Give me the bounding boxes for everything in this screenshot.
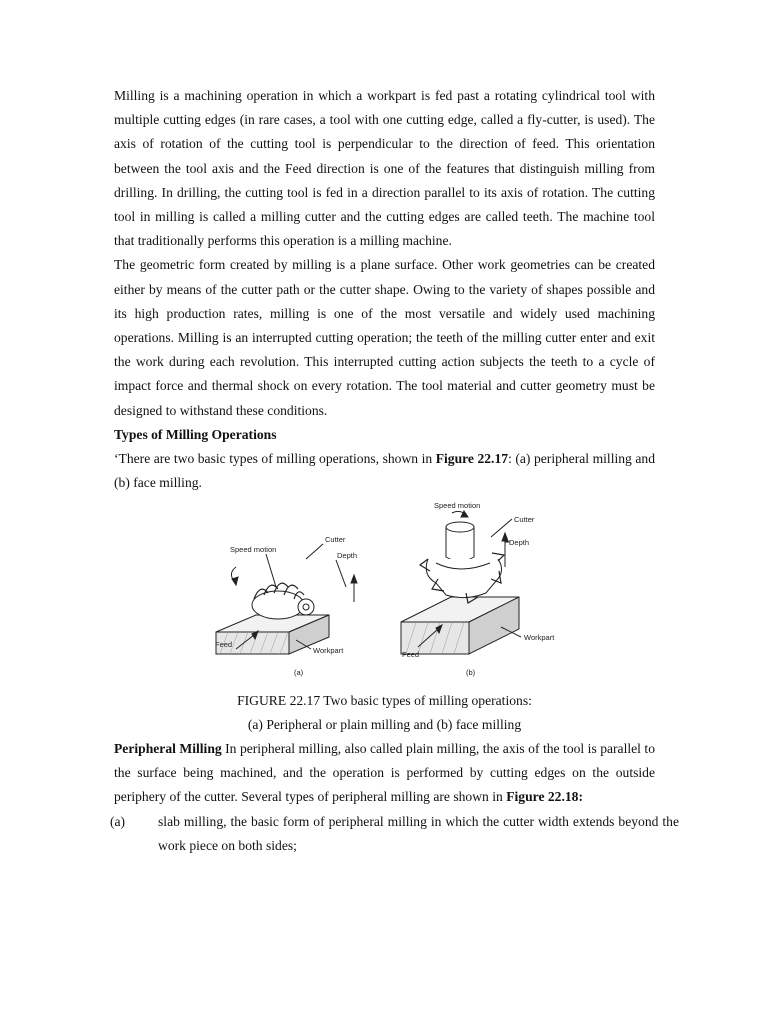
types-heading: Types of Milling Operations [114, 426, 277, 442]
cutter-a [252, 583, 314, 619]
peripheral-paragraph [114, 737, 655, 810]
types-paragraph [114, 447, 655, 495]
label-feed-b: Feed [402, 650, 420, 659]
types-text-before: ‘There are two basic types of milling operations, shown in [114, 451, 436, 467]
figure-caption-line-1: FIGURE 22.17 Two basic types of milling operations: [237, 693, 532, 708]
list-marker-a: (a) [110, 814, 126, 829]
label-depth-a: Depth [337, 551, 358, 560]
label-feed-a: Feed [215, 640, 233, 649]
label-workpart-a: Workpart [313, 646, 344, 655]
label-b: (b) [466, 668, 476, 677]
peripheral-text: In peripheral milling, also called plain milling, the axis of the tool is parallel to the surface being machined, and the operation is performed by cutting edges on the outside periphery of the cutter. Several types of peripheral milling are shown in [114, 741, 655, 805]
label-cutter-b: Cutter [514, 515, 535, 524]
list-item-slab-milling [110, 810, 679, 858]
peripheral-heading: Peripheral Milling [114, 741, 222, 756]
intro-paragraph-1: Milling is a machining operation in which a workpart is fed past a rotating cylindrical tool with multiple cutting edges (in rare cases, a tool with one cutting edge, called a fly-cutter, is used). The axis of rotation of the cutting tool is perpendicular to the direction of feed. This orientation between the tool axis and the Feed direction is one of the features that distinguish milling from drilling. In drilling, the cutting tool is fed in a direction parallel to its axis of rotation. The cutting tool in milling is called a milling cutter and the cutting edges are called teeth. The machine tool that traditionally performs this operation is a milling machine. [114, 88, 655, 249]
figure-caption-line-2: (a) Peripheral or plain milling and (b) face milling [247, 717, 522, 732]
label-cutter-a: Cutter [325, 535, 346, 544]
types-text-after: : (a) peripheral milling and (b) face milling. [114, 451, 655, 491]
figure-ref-22-18: Figure 22.18: [506, 789, 583, 805]
list-item-text: slab milling, the basic form of peripheral milling in which the cutter width extends beyond the work piece on both sides; [158, 814, 679, 854]
label-speed-motion-b: Speed motion [434, 501, 481, 510]
label-speed-motion-a: Speed motion [230, 545, 277, 554]
milling-figure [206, 497, 556, 682]
face-milling-illustration [401, 511, 521, 654]
intro-paragraph-2: The geometric form created by milling is a plane surface. Other work geometries can be created either by means of the cutter path or the cutter shape. Owing to the variety of shapes possible and its high production rates, milling is one of the most versatile and widely used machining operations. Milling is an interrupted cutting operation; the teeth of the milling cutter enter and exit the work during each revolution. This interrupted cutting action subjects the teeth to a cycle of impact force and thermal shock on every rotation. The tool material and cutter geometry must be designed to withstand these conditions. [114, 257, 655, 418]
label-a: (a) [294, 668, 304, 677]
figure-ref-22-17: Figure 22.17 [435, 451, 509, 467]
label-depth-b: Depth [509, 538, 530, 547]
cutter-b [420, 522, 504, 603]
milling-diagram [206, 497, 556, 682]
peripheral-section [114, 737, 655, 810]
peripheral-milling-illustration [216, 544, 357, 654]
label-workpart-b: Workpart [524, 633, 555, 642]
intro-section [114, 84, 655, 495]
